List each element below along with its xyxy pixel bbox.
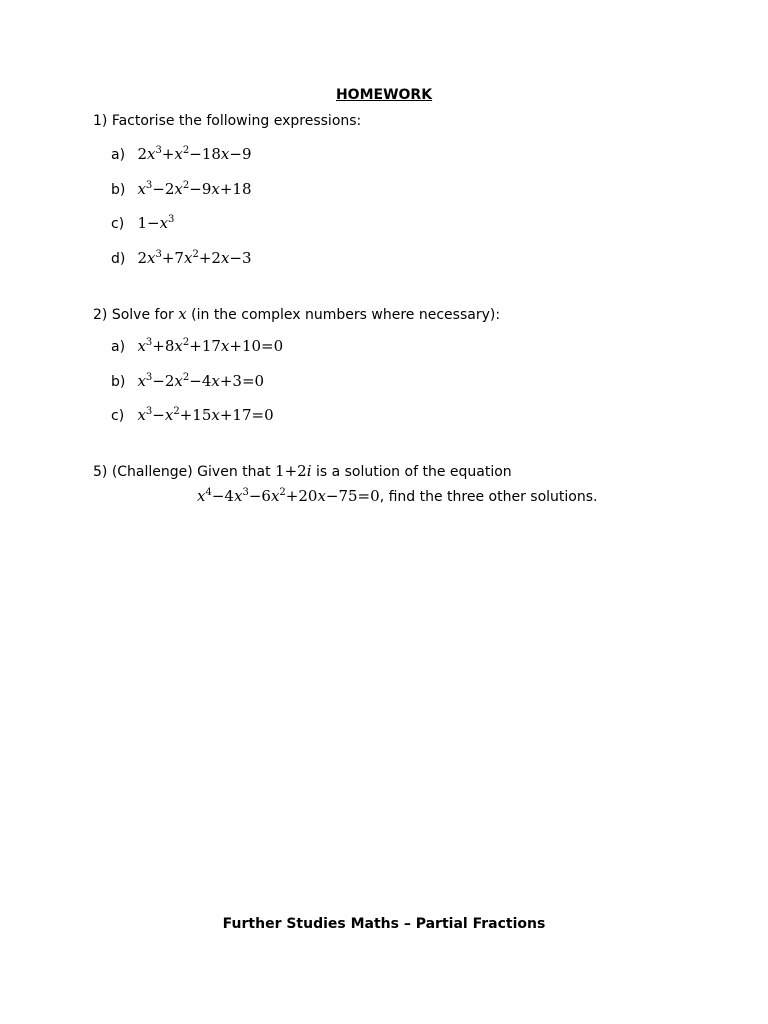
prompt-text: , find the three other solutions. [379, 489, 598, 505]
expression: $1-x^3$ [137, 214, 175, 232]
page-title: HOMEWORK [335, 87, 433, 103]
item-label: a) [111, 339, 126, 355]
prompt-text: 2) Solve for [93, 307, 174, 323]
item-label: b) [111, 182, 126, 198]
question-1a [111, 145, 252, 163]
page-footer: Further Studies Maths – Partial Fractions [222, 916, 546, 932]
question-5-prompt [93, 462, 512, 480]
equation: $x^3-2x^2-4x+3=0$ [137, 372, 265, 390]
question-2b [111, 372, 264, 390]
question-1d [111, 249, 252, 267]
item-label: c) [111, 216, 125, 232]
expression: $2x^3+x^2-18x-9$ [137, 145, 252, 163]
equation: $x^3-x^2+15x+17=0$ [137, 406, 274, 424]
question-5-equation-line [197, 487, 597, 505]
complex-root: 1+2i [275, 462, 312, 480]
question-2a [111, 337, 283, 355]
question-2-prompt [93, 305, 500, 323]
equation: $x^3+8x^2+17x+10=0$ [137, 337, 284, 355]
item-label: b) [111, 374, 126, 390]
expression: $2x^3+7x^2+2x-3$ [137, 249, 252, 267]
prompt-text: is a solution of the equation [315, 464, 512, 480]
quartic-equation: $x^4-4x^3-6x^2+20x-75=0$ [197, 487, 380, 505]
question-1b [111, 180, 252, 198]
question-1-prompt: 1) Factorise the following expressions: [93, 113, 362, 129]
item-label: a) [111, 147, 126, 163]
question-1c [111, 214, 174, 232]
item-label: c) [111, 408, 125, 424]
question-2c [111, 406, 274, 424]
prompt-text: 5) (Challenge) Given that [93, 464, 271, 480]
item-label: d) [111, 251, 126, 267]
variable: x [178, 305, 187, 323]
expression: $x^3-2x^2-9x+18$ [137, 180, 252, 198]
prompt-text: (in the complex numbers where necessary): [191, 307, 501, 323]
